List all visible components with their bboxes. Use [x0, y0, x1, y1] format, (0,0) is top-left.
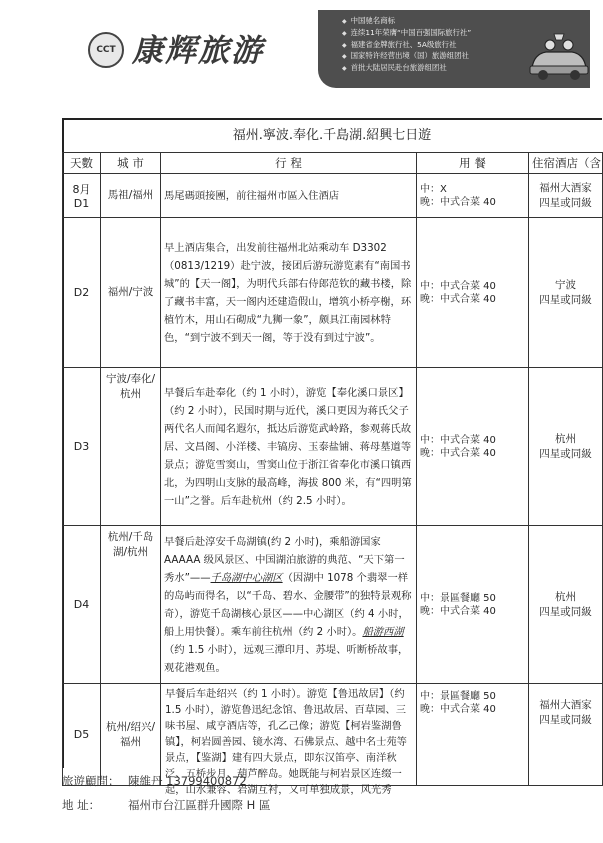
- city-cell: 福州/宁波: [101, 218, 161, 368]
- company-banner: [50, 10, 590, 88]
- hotel-cell: [529, 174, 603, 218]
- header-day: 天數: [63, 153, 101, 174]
- schedule-text: 早餐后赴淳安千岛湖镇(约 2 小时)，乘船游国家 AAAAA 级风景区、中国湖泊旅游的典范、“天下第一秀水”——: [164, 535, 405, 584]
- hotel-name: 宁波: [555, 278, 576, 291]
- header-meals: 用 餐: [417, 153, 529, 174]
- meal-lunch: 中：X: [420, 183, 447, 195]
- day-label: D3: [73, 440, 90, 453]
- meal-dinner: 晚：中式合菜 40: [420, 447, 496, 459]
- table-row: [63, 526, 603, 684]
- schedule-cell: 馬尾碼頭接團，前往福州市區入住酒店: [161, 174, 417, 218]
- day-cell: [63, 174, 101, 218]
- schedule-cell: 早餐后车赴奉化（约 1 小时），游览【奉化溪口景区】（约 2 小时），民国时期与近代，溪口更因为蒋氏父子两代名人而闻名遐尔，抵达后游览武岭路，参观蒋氏故居、文昌阁、小洋楼、丰镐房、玉泰盐铺、蒋母墓道等景点；游览雪窦山，雪窦山位于浙江省奉化市溪口镇西北，为四明山支脉的最高峰，海拔 800 米，有“四明第一山”之誉。后车赴杭州（约 2.5 小时）。: [161, 368, 417, 526]
- hotel-name: 杭州: [555, 590, 576, 603]
- day-cell: [63, 526, 101, 684]
- brand-features: [342, 16, 552, 75]
- schedule-cell: 早上酒店集合，出发前往福州北站乘动车 D3302（0813/1219）赴宁波，接团后游玩游览素有“南国书城”的【天一阁】，为明代兵部右侍郎范钦的藏书楼，除了藏书丰富，天一阁内还建造假山，增筑小桥亭榭，环植竹木，用山石砌成“九狮一象”，颇具江南园林特色，“到宁波不到天一阁，等于没有到过宁波”。: [161, 218, 417, 368]
- schedule-text: （约 1.5 小时），远观三潭印月、苏堤、听断桥故事，观花港观鱼。: [164, 643, 409, 674]
- city-cell: 宁波/奉化/杭州: [101, 368, 161, 526]
- table-row: [63, 368, 603, 526]
- schedule-text: （因湖中 1078 个翡翠一样的岛屿而得名，以“千岛、碧水、金腰带”的独特景观称奇），游览千岛湖核心景区——中心湖区（约 4 小时，船上用快餐）。乘车前往杭州（约 2 小时）。: [164, 571, 412, 638]
- day-label: D2: [73, 286, 90, 299]
- hotel-grade: 四星或同級: [539, 196, 592, 209]
- table-row: [63, 218, 603, 368]
- scenic-highlight: 千岛湖中心湖区: [210, 571, 283, 584]
- consultant-value: 陳維丹 13799400872: [128, 774, 247, 788]
- schedule-clip: 早餐后车赴绍兴（约 1 小时）。游览【鲁迅故居】（约 1.5 小时），游览鲁迅纪念馆、鲁迅故居、百草园、三味书屋、咸亨酒店等，孔乙己像；游览【柯岩鉴湖鲁镇】，柯岩圆善园、镜水湾、石佛景点、越中名士苑等景点，【鉴湖】建有四大景点，即东汉笛亭、南洋秋泛、五桥步月、葫芦醉岛。她既能与柯岩景区连缀一起，山水兼容、岩湖互衬，又可单独成景，风光秀: [165, 688, 407, 796]
- address-label: 地 址：: [62, 798, 101, 812]
- feature-item: ◆ 连续11年荣膺“中国百强国际旅行社”: [342, 28, 552, 40]
- day-label: D1: [73, 197, 90, 210]
- feature-item: ◆ 中国驰名商标: [342, 16, 552, 28]
- hotel-name: 杭州: [555, 432, 576, 445]
- logo-text: CCT: [96, 45, 116, 55]
- feature-item: ◆ 福建省金牌旅行社、5A级旅行社: [342, 40, 552, 52]
- meals-cell: [417, 218, 529, 368]
- hotel-cell: [529, 526, 603, 684]
- hotel-cell: [529, 218, 603, 368]
- feature-item: ◆ 国家特许经营出境（国）旅游组团社: [342, 51, 552, 63]
- hotel-cell: [529, 368, 603, 526]
- day-month: 8月: [72, 183, 91, 196]
- meal-lunch: 中：景區餐廳 50: [420, 691, 496, 702]
- scenic-highlight: 船游西湖: [362, 625, 404, 638]
- hotel-grade: 四星或同級: [539, 605, 592, 618]
- hotel-name: 福州大酒家: [539, 699, 592, 711]
- header-city: 城 市: [101, 153, 161, 174]
- consultant-line: [62, 769, 582, 793]
- meal-dinner: 晚：中式合菜 40: [420, 704, 496, 715]
- table-row: [63, 174, 603, 218]
- city-cell: 杭州/绍兴/福州: [101, 684, 161, 786]
- itinerary-title: 福州.寧波.奉化.千島湖.紹興七日遊: [232, 128, 432, 143]
- day-cell: [63, 218, 101, 368]
- hotel-grade: 四星或同級: [539, 714, 592, 726]
- meals-cell: [417, 368, 529, 526]
- address-value: 福州市台江區群升國際 H 區: [128, 798, 271, 812]
- meals-cell: [417, 526, 529, 684]
- city-cell: 杭州/千岛湖/杭州: [101, 526, 161, 684]
- feature-item: ◆ 首批大陆居民赴台旅游组团社: [342, 63, 552, 75]
- day-label: D5: [73, 728, 90, 741]
- brand-name: 康辉旅游: [132, 33, 264, 69]
- consultant-label: 旅遊顧問：: [62, 774, 120, 788]
- contact-footer: [62, 769, 582, 817]
- schedule-cell: [161, 526, 417, 684]
- meal-lunch: 中：中式合菜 40: [420, 434, 496, 446]
- day-cell: [63, 368, 101, 526]
- header-hotel: 住宿酒店（含: [529, 153, 603, 174]
- meal-dinner: 晚：中式合菜 40: [420, 293, 496, 305]
- company-logo: [88, 32, 124, 68]
- meals-cell: [417, 174, 529, 218]
- day-label: D4: [73, 598, 90, 611]
- header-schedule: 行 程: [161, 153, 417, 174]
- hotel-grade: 四星或同級: [539, 293, 592, 306]
- address-line: [62, 793, 582, 817]
- hotel-name: 福州大酒家: [539, 181, 592, 194]
- itinerary-table: [62, 152, 603, 796]
- hotel-grade: 四星或同級: [539, 447, 592, 460]
- table-header-row: [63, 153, 603, 174]
- meal-lunch: 中：中式合菜 40: [420, 280, 496, 292]
- meal-dinner: 晚：中式合菜 40: [420, 196, 496, 208]
- travel-car-icon: [528, 30, 590, 82]
- meal-lunch: 中：景區餐廳 50: [420, 592, 496, 604]
- meal-dinner: 晚：中式合菜 40: [420, 605, 496, 617]
- city-cell: 馬祖/福州: [101, 174, 161, 218]
